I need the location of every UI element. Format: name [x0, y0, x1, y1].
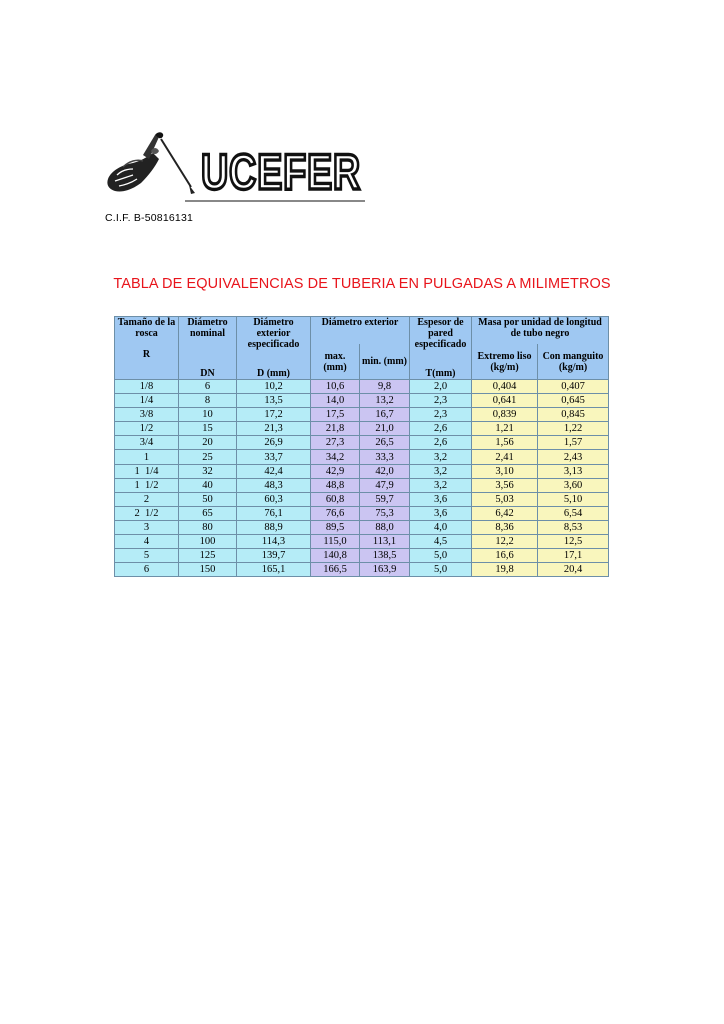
cell-con-manguito: 0,407 [538, 380, 609, 394]
cell-dn: 25 [179, 450, 237, 464]
cell-con-manguito: 3,60 [538, 478, 609, 492]
cell-max: 14,0 [311, 394, 360, 408]
pipe-equivalence-table [114, 316, 609, 577]
cell-rosca: 1/2 [115, 422, 179, 436]
cell-rosca: 1 [115, 450, 179, 464]
cell-d: 88,9 [237, 520, 311, 534]
header-diametro-nominal: Diámetro nominal [179, 317, 237, 344]
cell-rosca: 1 1/4 [115, 464, 179, 478]
cell-extremo-liso: 1,56 [472, 436, 538, 450]
cell-d: 10,2 [237, 380, 311, 394]
cell-dn: 8 [179, 394, 237, 408]
cell-rosca: 3/4 [115, 436, 179, 450]
cell-espesor: 5,0 [410, 549, 472, 563]
cell-con-manguito: 20,4 [538, 563, 609, 577]
cell-min: 113,1 [360, 535, 410, 549]
header-tamano: Tamaño de la rosca [115, 317, 179, 344]
cell-dn: 50 [179, 492, 237, 506]
cell-max: 21,8 [311, 422, 360, 436]
cell-d: 26,9 [237, 436, 311, 450]
cell-min: 26,5 [360, 436, 410, 450]
cell-d: 21,3 [237, 422, 311, 436]
cell-con-manguito: 12,5 [538, 535, 609, 549]
header-masa: Masa por unidad de longitud de tubo negro [472, 317, 609, 344]
cell-min: 59,7 [360, 492, 410, 506]
cell-d: 42,4 [237, 464, 311, 478]
cell-d: 33,7 [237, 450, 311, 464]
ucefer-logo [103, 131, 365, 205]
cell-max: 115,0 [311, 535, 360, 549]
cell-d: 114,3 [237, 535, 311, 549]
cell-con-manguito: 8,53 [538, 520, 609, 534]
cell-dn: 40 [179, 478, 237, 492]
header-dn-spacer [179, 344, 237, 365]
cell-max: 34,2 [311, 450, 360, 464]
cell-extremo-liso: 5,03 [472, 492, 538, 506]
header-extremo-liso: Extremo liso (kg/m) [472, 344, 538, 380]
cell-min: 33,3 [360, 450, 410, 464]
table-row [115, 464, 609, 478]
table-row [115, 520, 609, 534]
cell-min: 75,3 [360, 506, 410, 520]
cell-extremo-liso: 2,41 [472, 450, 538, 464]
cell-con-manguito: 1,57 [538, 436, 609, 450]
ucefer-wordmark [201, 144, 361, 200]
table-row [115, 492, 609, 506]
cell-con-manguito: 0,845 [538, 408, 609, 422]
cell-con-manguito: 0,645 [538, 394, 609, 408]
cell-dn: 80 [179, 520, 237, 534]
cell-rosca: 3/8 [115, 408, 179, 422]
cell-extremo-liso: 3,56 [472, 478, 538, 492]
cell-max: 166,5 [311, 563, 360, 577]
cell-d: 13,5 [237, 394, 311, 408]
cell-dn: 15 [179, 422, 237, 436]
cell-espesor: 3,6 [410, 506, 472, 520]
cell-rosca: 1/8 [115, 380, 179, 394]
cell-min: 16,7 [360, 408, 410, 422]
cell-espesor: 4,5 [410, 535, 472, 549]
cell-d: 48,3 [237, 478, 311, 492]
cell-rosca: 4 [115, 535, 179, 549]
cell-rosca: 2 [115, 492, 179, 506]
cell-con-manguito: 1,22 [538, 422, 609, 436]
cell-espesor: 4,0 [410, 520, 472, 534]
cell-con-manguito: 2,43 [538, 450, 609, 464]
cell-dn: 125 [179, 549, 237, 563]
table-row [115, 422, 609, 436]
cell-max: 76,6 [311, 506, 360, 520]
cell-rosca: 1/4 [115, 394, 179, 408]
cell-extremo-liso: 0,641 [472, 394, 538, 408]
table-row [115, 506, 609, 520]
cell-rosca: 2 1/2 [115, 506, 179, 520]
cell-extremo-liso: 19,8 [472, 563, 538, 577]
header-dn: DN [179, 365, 237, 380]
ucefer-logo-art [103, 131, 365, 205]
cell-min: 163,9 [360, 563, 410, 577]
cell-max: 140,8 [311, 549, 360, 563]
cell-d: 17,2 [237, 408, 311, 422]
cell-espesor: 2,0 [410, 380, 472, 394]
cell-min: 42,0 [360, 464, 410, 478]
cell-max: 10,6 [311, 380, 360, 394]
cell-con-manguito: 3,13 [538, 464, 609, 478]
svg-text:UCEFER: UCEFER [201, 144, 361, 200]
cell-dn: 6 [179, 380, 237, 394]
hand-tool-icon [107, 132, 195, 194]
cell-dn: 150 [179, 563, 237, 577]
cell-min: 138,5 [360, 549, 410, 563]
cell-con-manguito: 5,10 [538, 492, 609, 506]
cell-espesor: 3,2 [410, 478, 472, 492]
table-row [115, 380, 609, 394]
cell-rosca: 6 [115, 563, 179, 577]
cell-dn: 100 [179, 535, 237, 549]
table-row [115, 450, 609, 464]
cell-min: 21,0 [360, 422, 410, 436]
cell-espesor: 2,6 [410, 436, 472, 450]
cell-extremo-liso: 0,839 [472, 408, 538, 422]
cell-espesor: 5,0 [410, 563, 472, 577]
cell-min: 9,8 [360, 380, 410, 394]
cell-dn: 10 [179, 408, 237, 422]
table-row [115, 549, 609, 563]
table-row [115, 563, 609, 577]
cell-con-manguito: 17,1 [538, 549, 609, 563]
cell-espesor: 3,2 [410, 450, 472, 464]
table-body [115, 380, 609, 577]
cell-dn: 65 [179, 506, 237, 520]
cell-extremo-liso: 12,2 [472, 535, 538, 549]
cell-espesor: 2,3 [410, 408, 472, 422]
header-t-mm: T(mm) [410, 365, 472, 380]
cell-max: 89,5 [311, 520, 360, 534]
cell-espesor: 2,6 [410, 422, 472, 436]
header-con-manguito: Con manguito (kg/m) [538, 344, 609, 380]
header-diametro-exterior: Diámetro exterior [311, 317, 410, 344]
table-row [115, 408, 609, 422]
pipe-equivalence-table-wrapper [114, 316, 608, 576]
cell-max: 60,8 [311, 492, 360, 506]
cell-espesor: 2,3 [410, 394, 472, 408]
table-row [115, 436, 609, 450]
cell-d: 60,3 [237, 492, 311, 506]
cell-rosca: 3 [115, 520, 179, 534]
cell-max: 27,3 [311, 436, 360, 450]
company-cif: C.I.F. B-50816131 [105, 212, 194, 224]
cell-max: 42,9 [311, 464, 360, 478]
cell-max: 17,5 [311, 408, 360, 422]
document-title: TABLA DE EQUIVALENCIAS DE TUBERIA EN PULGADAS A MILIMETROS [113, 276, 611, 292]
cell-d: 139,7 [237, 549, 311, 563]
cell-con-manguito: 6,54 [538, 506, 609, 520]
cell-extremo-liso: 6,42 [472, 506, 538, 520]
cell-dn: 20 [179, 436, 237, 450]
header-diametro-especificado: Diámetro exterior especificado [237, 317, 311, 365]
header-r: R [115, 344, 179, 365]
cell-min: 47,9 [360, 478, 410, 492]
header-espesor: Espesor de pared especificado [410, 317, 472, 365]
cell-d: 76,1 [237, 506, 311, 520]
cell-extremo-liso: 16,6 [472, 549, 538, 563]
cell-extremo-liso: 1,21 [472, 422, 538, 436]
table-row [115, 394, 609, 408]
header-min: min. (mm) [360, 344, 410, 380]
cell-extremo-liso: 3,10 [472, 464, 538, 478]
table-row [115, 535, 609, 549]
cell-max: 48,8 [311, 478, 360, 492]
cell-espesor: 3,6 [410, 492, 472, 506]
table-row [115, 478, 609, 492]
header-d-mm: D (mm) [237, 365, 311, 380]
cell-dn: 32 [179, 464, 237, 478]
cell-rosca: 5 [115, 549, 179, 563]
cell-d: 165,1 [237, 563, 311, 577]
cell-min: 13,2 [360, 394, 410, 408]
cell-rosca: 1 1/2 [115, 478, 179, 492]
header-r-spacer [115, 365, 179, 380]
cell-extremo-liso: 0,404 [472, 380, 538, 394]
header-max: max. (mm) [311, 344, 360, 380]
cell-extremo-liso: 8,36 [472, 520, 538, 534]
cell-espesor: 3,2 [410, 464, 472, 478]
cell-min: 88,0 [360, 520, 410, 534]
